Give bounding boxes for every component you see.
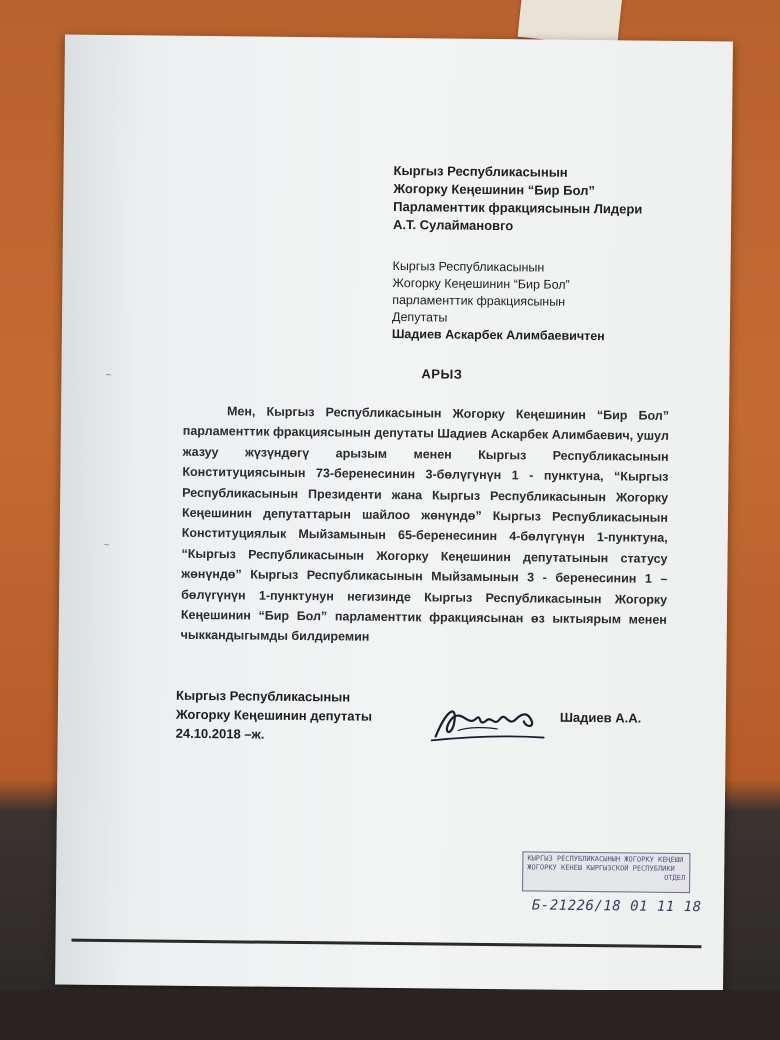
sender-line: парламенттик фракциясынын [392,292,566,309]
stamp-line: КЫРГЫЗ РЕСПУБЛИКАСЫНЫН ЖОГОРКУ КЕҢЕШИ [527,854,684,865]
sender-line: Депутаты [391,309,448,325]
sender-name: Шадиев Аскарбек Алимбаевичтен [391,326,605,344]
sender-line: Жогорку Кеңешинин “Бир Бол” [392,275,570,292]
document-title: АРЫЗ [421,366,463,382]
statement-body: Мен, Кыргыз Республикасынын Жогорку Кеңешинин “Бир Бол” парламенттик фракциясынын депутаты Шадиев Аскарбек Алимбаевич, ушул жазуу жүзүндөгү арызым менен Кыргыз Республикасынын Конституциясынын 73-беренесинин 3-бөлүгүнүн 1 - пунктуна, “Кыргыз Республикасынын Президенти жана Кыргыз Республикасынын Жогорку Кеңешинин депутаттарын шайлоо жөнүндө” Кыргыз Республикасынын Конституциялык Мыйзамынын 65-беренесинин 4-бөлүгүнүн 1-пунктуна, “Кыргыз Республикасынын Жогорку Кеңешинин депутатынын статусу жөнүндө” Кыргыз Республикасынын Мыйзамынын 3 - беренесинин 1 – бөлүгүнүн 1-пунктунун негизинде Кыргыз Республикасынын Жогорку Кеңешинин “Бир Бол” парламенттик фракциясынан өз ыктыярым менен чыккандыгымды билдиремин [180,404,670,645]
addressee-block [393,162,724,237]
signatory-block [176,686,437,746]
addressee-line: Жогорку Кеңешинин “Бир Бол” [393,180,595,199]
registration-stamp [522,851,690,893]
addressee-line: Кыргыз Республикасынын [393,162,568,180]
sender-line: Кыргыз Республикасынын [392,258,545,275]
registration-number: Б-21226/18 01 11 18 [531,897,702,916]
handwritten-signature [428,696,549,747]
background-floor [0,990,780,1040]
addressee-line: А.Т. Сулаймановго [392,216,514,234]
signatory-line: Кыргыз Республикасынын [176,687,351,705]
signature-date: 24.10.2018 –ж. [175,725,265,742]
document-page [55,35,733,992]
addressee-line: Парламенттик фракциясынын Лидери [393,198,643,217]
stamp-line: ОТДЕЛ [664,873,686,883]
signer-name: Шадиев А.А. [559,709,642,726]
signatory-line: Жогорку Кеңешинин депутаты [175,706,373,724]
stamp-line: ЖОГОРКУ КЕНЕШ КЫРГЫЗСКОЙ РЕСПУБЛИКИ [527,863,675,873]
bottom-divider [71,939,701,949]
margin-mark: ~ [105,369,112,382]
margin-mark: ~ [103,539,110,552]
sender-block [392,258,723,346]
